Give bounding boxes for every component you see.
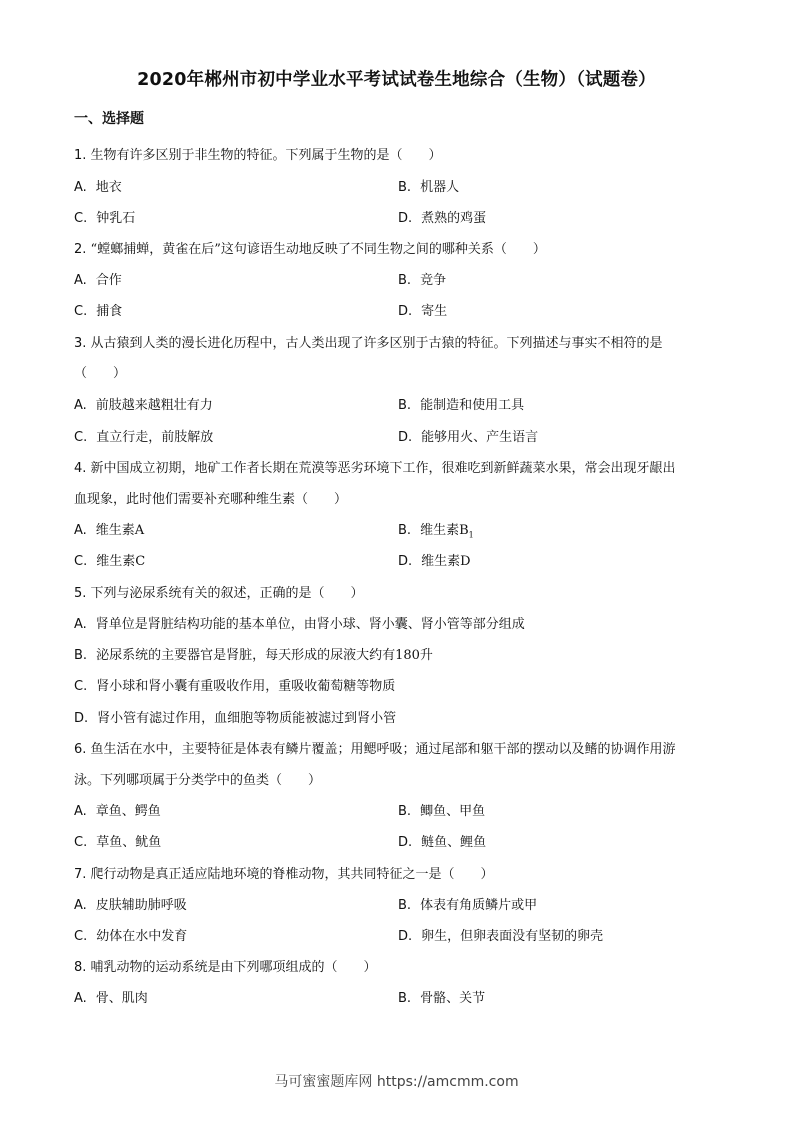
option-letter: C. — [74, 430, 88, 445]
question-text: 从古猿到人类的漫长进化历程中，古人类出现了许多区别于古猿的特征。下列描述与事实不相符的是 — [90, 336, 663, 351]
option-text: 能制造和使用工具 — [420, 398, 525, 413]
option-text: 直立行走，前肢解放 — [96, 430, 214, 445]
option-letter: A. — [74, 523, 87, 538]
option-text: 草鱼、鱿鱼 — [96, 835, 162, 850]
question-text: 新中国成立初期，地矿工作者长期在荒漠等恶劣环境下工作，很难吃到新鲜蔬菜水果，常会出现牙龈出 — [90, 461, 676, 476]
option-letter: B. — [398, 180, 412, 195]
question-6-option-b — [398, 804, 485, 820]
question-3-option-b — [398, 398, 524, 414]
option-letter: B. — [398, 804, 412, 819]
question-text: “螳螂捕蝉，黄雀在后”这句谚语生动地反映了不同生物之间的哪种关系（ ） — [90, 242, 546, 257]
option-text: 卵生，但卵表面没有坚韧的卵壳 — [421, 929, 604, 944]
question-text: 生物有许多区别于非生物的特征。下列属于生物的是（ ） — [90, 148, 442, 163]
question-2-option-d — [398, 304, 447, 320]
question-6-stem — [74, 742, 676, 758]
question-text: 血现象，此时他们需要补充哪种维生素（ ） — [74, 492, 348, 507]
question-5-stem — [74, 586, 364, 602]
option-letter: D. — [398, 835, 413, 850]
option-subscript: 1 — [468, 530, 474, 540]
option-text: 前肢越来越粗壮有力 — [95, 398, 213, 413]
option-text: 肾单位是肾脏结构功能的基本单位，由肾小球、肾小囊、肾小管等部分组成 — [95, 617, 525, 632]
option-letter: B. — [398, 398, 412, 413]
question-4-option-d — [398, 554, 471, 570]
question-4-option-a — [74, 523, 144, 539]
option-letter: C. — [74, 304, 88, 319]
question-3-stem — [74, 336, 663, 352]
question-number: 7. — [74, 867, 91, 882]
option-text: 地衣 — [95, 180, 122, 195]
question-text: 泳。下列哪项属于分类学中的鱼类（ ） — [74, 773, 322, 788]
option-letter: A. — [74, 617, 87, 632]
option-letter: A. — [74, 804, 87, 819]
question-text: 下列与泌尿系统有关的叙述，正确的是（ ） — [90, 586, 364, 601]
question-2-option-a — [74, 273, 122, 289]
question-1-option-a — [74, 180, 122, 196]
question-3-option-d — [398, 430, 538, 446]
question-7-option-c — [74, 929, 187, 945]
question-text: 鱼生活在水中，主要特征是体表有鳞片覆盖；用鳃呼吸；通过尾部和躯干部的摆动以及鳍的协调作用游 — [90, 742, 676, 757]
question-4-option-b — [398, 523, 474, 544]
option-letter: D. — [398, 929, 413, 944]
option-letter: C. — [74, 554, 88, 569]
option-text: 煮熟的鸡蛋 — [421, 211, 487, 226]
question-text: 爬行动物是真正适应陆地环境的脊椎动物，其共同特征之一是（ ） — [90, 867, 494, 882]
option-text: 鲫鱼、甲鱼 — [420, 804, 486, 819]
option-letter: D. — [74, 711, 89, 726]
section-heading: 一、选择题 — [74, 111, 144, 127]
footer-watermark: 马可蜜蜜题库网 https://amcmm.com — [274, 1074, 519, 1090]
question-number: 8. — [74, 960, 91, 975]
option-text: 维生素A — [95, 523, 145, 538]
question-4-option-c — [74, 554, 145, 570]
option-letter: D. — [398, 554, 413, 569]
question-5-option-b — [74, 648, 433, 664]
option-text: 章鱼、鳄鱼 — [95, 804, 161, 819]
option-letter: A. — [74, 898, 87, 913]
option-letter: A. — [74, 991, 87, 1006]
question-6-stem — [74, 773, 321, 789]
question-4-stem — [74, 492, 347, 508]
option-letter: D. — [398, 211, 413, 226]
question-6-option-a — [74, 804, 161, 820]
option-letter: A. — [74, 398, 87, 413]
question-2-stem — [74, 242, 546, 258]
option-text: 寄生 — [421, 304, 448, 319]
option-letter: A. — [74, 273, 87, 288]
option-text: 体表有角质鳞片或甲 — [420, 898, 538, 913]
question-8-stem — [74, 960, 377, 976]
question-3-option-c — [74, 430, 213, 446]
question-8-option-b — [398, 991, 485, 1007]
question-number: 3. — [74, 336, 91, 351]
question-number: 4. — [74, 461, 91, 476]
option-text: 维生素B — [420, 523, 469, 538]
option-text: 幼体在水中发育 — [96, 929, 188, 944]
option-text: 皮肤辅助肺呼吸 — [95, 898, 187, 913]
question-text: （ ） — [74, 366, 127, 381]
question-number: 1. — [74, 148, 91, 163]
question-number: 6. — [74, 742, 91, 757]
option-text: 竞争 — [420, 273, 447, 288]
option-text: 机器人 — [420, 180, 460, 195]
option-letter: C. — [74, 679, 88, 694]
question-8-option-a — [74, 991, 148, 1007]
option-text: 骨骼、关节 — [420, 991, 486, 1006]
option-letter: B. — [398, 991, 412, 1006]
question-3-stem — [74, 366, 126, 382]
question-7-option-b — [398, 898, 537, 914]
option-text: 钟乳石 — [96, 211, 136, 226]
question-1-option-b — [398, 180, 459, 196]
option-letter: A. — [74, 180, 87, 195]
option-letter: C. — [74, 835, 88, 850]
option-text: 能够用火、产生语言 — [421, 430, 539, 445]
question-6-option-c — [74, 835, 161, 851]
question-3-option-a — [74, 398, 213, 414]
question-text: 哺乳动物的运动系统是由下列哪项组成的（ ） — [90, 960, 377, 975]
question-1-option-c — [74, 211, 135, 227]
option-text: 维生素C — [96, 554, 146, 569]
question-4-stem — [74, 461, 676, 477]
question-6-option-d — [398, 835, 486, 851]
page-title: 2020年郴州市初中学业水平考试试卷生地综合（生物）（试题卷） — [137, 70, 656, 90]
option-text: 骨、肌肉 — [95, 991, 148, 1006]
question-5-option-c — [74, 679, 395, 695]
option-text: 泌尿系统的主要器官是肾脏，每天形成的尿液大约有180升 — [96, 648, 433, 663]
option-letter: B. — [398, 523, 412, 538]
option-letter: C. — [74, 929, 88, 944]
option-text: 肾小球和肾小囊有重吸收作用，重吸收葡萄糖等物质 — [96, 679, 396, 694]
question-5-option-d — [74, 711, 396, 727]
question-7-option-d — [398, 929, 603, 945]
option-letter: C. — [74, 211, 88, 226]
question-7-stem — [74, 867, 494, 883]
question-1-stem — [74, 148, 442, 164]
question-1-option-d — [398, 211, 486, 227]
question-number: 5. — [74, 586, 91, 601]
option-letter: B. — [74, 648, 88, 663]
option-text: 捕食 — [96, 304, 123, 319]
option-letter: B. — [398, 898, 412, 913]
question-number: 2. — [74, 242, 91, 257]
option-text: 维生素D — [421, 554, 471, 569]
question-2-option-b — [398, 273, 446, 289]
option-text: 鲢鱼、鲤鱼 — [421, 835, 487, 850]
option-text: 合作 — [95, 273, 122, 288]
option-letter: D. — [398, 304, 413, 319]
option-letter: B. — [398, 273, 412, 288]
option-letter: D. — [398, 430, 413, 445]
option-text: 肾小管有滤过作用，血细胞等物质能被滤过到肾小管 — [97, 711, 397, 726]
question-5-option-a — [74, 617, 525, 633]
question-7-option-a — [74, 898, 187, 914]
question-2-option-c — [74, 304, 122, 320]
